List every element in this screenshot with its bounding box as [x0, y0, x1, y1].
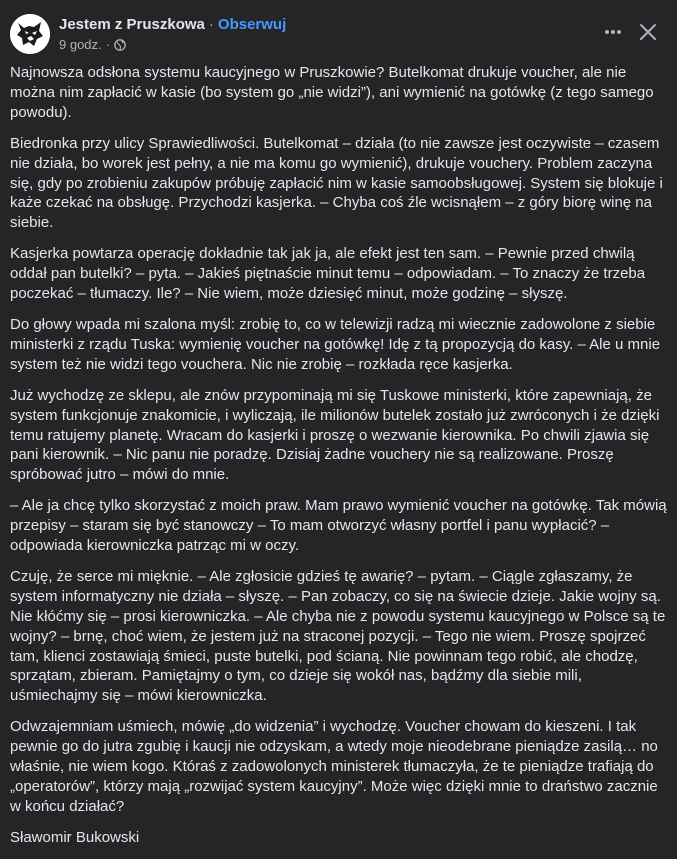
post-paragraph: Już wychodzę ze sklepu, ale znów przypominają mi się Tuskowe ministerki, które zapewniają, że system funkcjonuje znakomicie, i wyliczają, ile milionów butelek zostało już zwróconych i że dzięki temu ratujemy planetę. Wracam do kasjerki i proszę o wezwanie kierownika. Po chwili zjawia się pani kierownik. – Nic panu nie poradzę. Dzisiaj żadne vouchery nie są realizowane. Proszę spróbować jutro – mówi do mnie.: [10, 386, 660, 484]
post-header: [0, 0, 677, 62]
post-paragraph: Najnowsza odsłona systemu kaucyjnego w Pruszkowie? Butelkomat drukuje voucher, ale nie można nim zapłacić w kasie (bo system go „nie widzi”), ani wymienić na gotówkę (z tego samego powodu).: [10, 64, 654, 121]
author-name[interactable]: Jestem z Pruszkowa: [59, 16, 205, 33]
follow-button[interactable]: Obserwuj: [217, 16, 287, 33]
author-line: [59, 16, 286, 34]
post-paragraph: Kasjerka powtarza operację dokładnie tak jak ja, ale efekt jest ten sam. – Pewnie przed chwilą oddał pan butelki? – pyta. – Jakieś piętnaście minut temu – odpowiadam. – To znaczy że trzeba poczekać – tłumaczy. Ile? – Nie wiem, może dziesięć minut, może godzinę – słyszę.: [10, 245, 646, 303]
author-separator: ·: [208, 16, 214, 33]
post-meta: [59, 37, 126, 53]
more-options-button[interactable]: [597, 16, 629, 48]
more-horizontal-icon: [603, 22, 623, 42]
post-paragraph: Czuję, że serce mi mięknie. – Ale zgłosicie gdzieś tę awarię? – pytam. – Ciągle zgłaszamy, że system informatyczny nie działa – słyszę. – Pan zobaczy, co się na świecie dzieje. Jakie wojny są. Nie kłóćmy się – prosi kierowniczka. – Ale chyba nie z powodu systemu kaucyjnego w Polsce są te wojny? – brnę, choć wiem, że jestem już na straconej pozycji. – Tego nie wiem. Proszę spojrzeć tam, klienci zostawiają śmieci, puste butelki, pod ścianą. Nie powinnam tego robić, ale chodzę, sprzątam, zbieram. Pamiętajmy o tym, co dzieje się wokół nas, bądźmy dla siebie mili, uśmiechajmy się – mówi kierowniczka.: [10, 567, 666, 705]
post-timestamp[interactable]: 9 godz.: [59, 37, 102, 52]
meta-separator: ·: [105, 37, 110, 52]
post-paragraph: Do głowy wpada mi szalona myśl: zrobię to, co w telewizji radzą mi wiecznie zadowolone z siebie ministerki z rządu Tuska: wymienię voucher na gotówkę! Idę z tą propozycją do kasy. – Ale u mnie system też nie widzi tego vouchera. Nic nie zrobię – rozkłada ręce kasjerka.: [10, 315, 661, 373]
post-signature: Sławomir Bukowski: [10, 828, 140, 846]
globe-icon: [114, 39, 126, 51]
wolf-logo-icon: [10, 14, 50, 54]
page-avatar[interactable]: [10, 14, 50, 54]
post-paragraph: – Ale ja chcę tylko skorzystać z moich praw. Mam prawo wymienić voucher na gotówkę. Tak mówią przepisy – staram się być stanowczy – To mam otworzyć własny portfel i panu wypłacić? – odpowiada kierowniczka patrząc mi w oczy.: [10, 497, 667, 555]
post-paragraph: Biedronka przy ulicy Sprawiedliwości. Butelkomat – działa (to nie zawsze jest oczywiste – czasem nie działa, bo worek jest pełny, a nie ma komu go wymienić), drukuje vouchery. Problem zaczyna się, gdy po zrobieniu zakupów próbuję zapłacić nim w kasie samoobsługowej. System się blokuje i każe czekać na obsługę. Przychodzi kasjerka. – Chyba coś źle wcisnąłem – z góry biorę winę na siebie.: [10, 134, 663, 232]
close-button[interactable]: [632, 16, 664, 48]
close-icon: [638, 22, 658, 42]
post-text: [10, 63, 672, 859]
post-paragraph: Odwzajemniam uśmiech, mówię „do widzenia” i wychodzę. Voucher chowam do kieszeni. I tak pewnie go do jutra zgubię i kaucji nie odzyskam, a wtedy moje nieodebrane pieniądze zasilą… no właśnie, nie wiem kogo. Któraś z zadowolonych ministerek tłumaczyła, że te pieniądze trafiają do „operatorów”, którzy mają „rozwijać system kaucyjny”. Może więc dzięki mnie to draństwo zacznie w końcu działać?: [10, 718, 658, 815]
